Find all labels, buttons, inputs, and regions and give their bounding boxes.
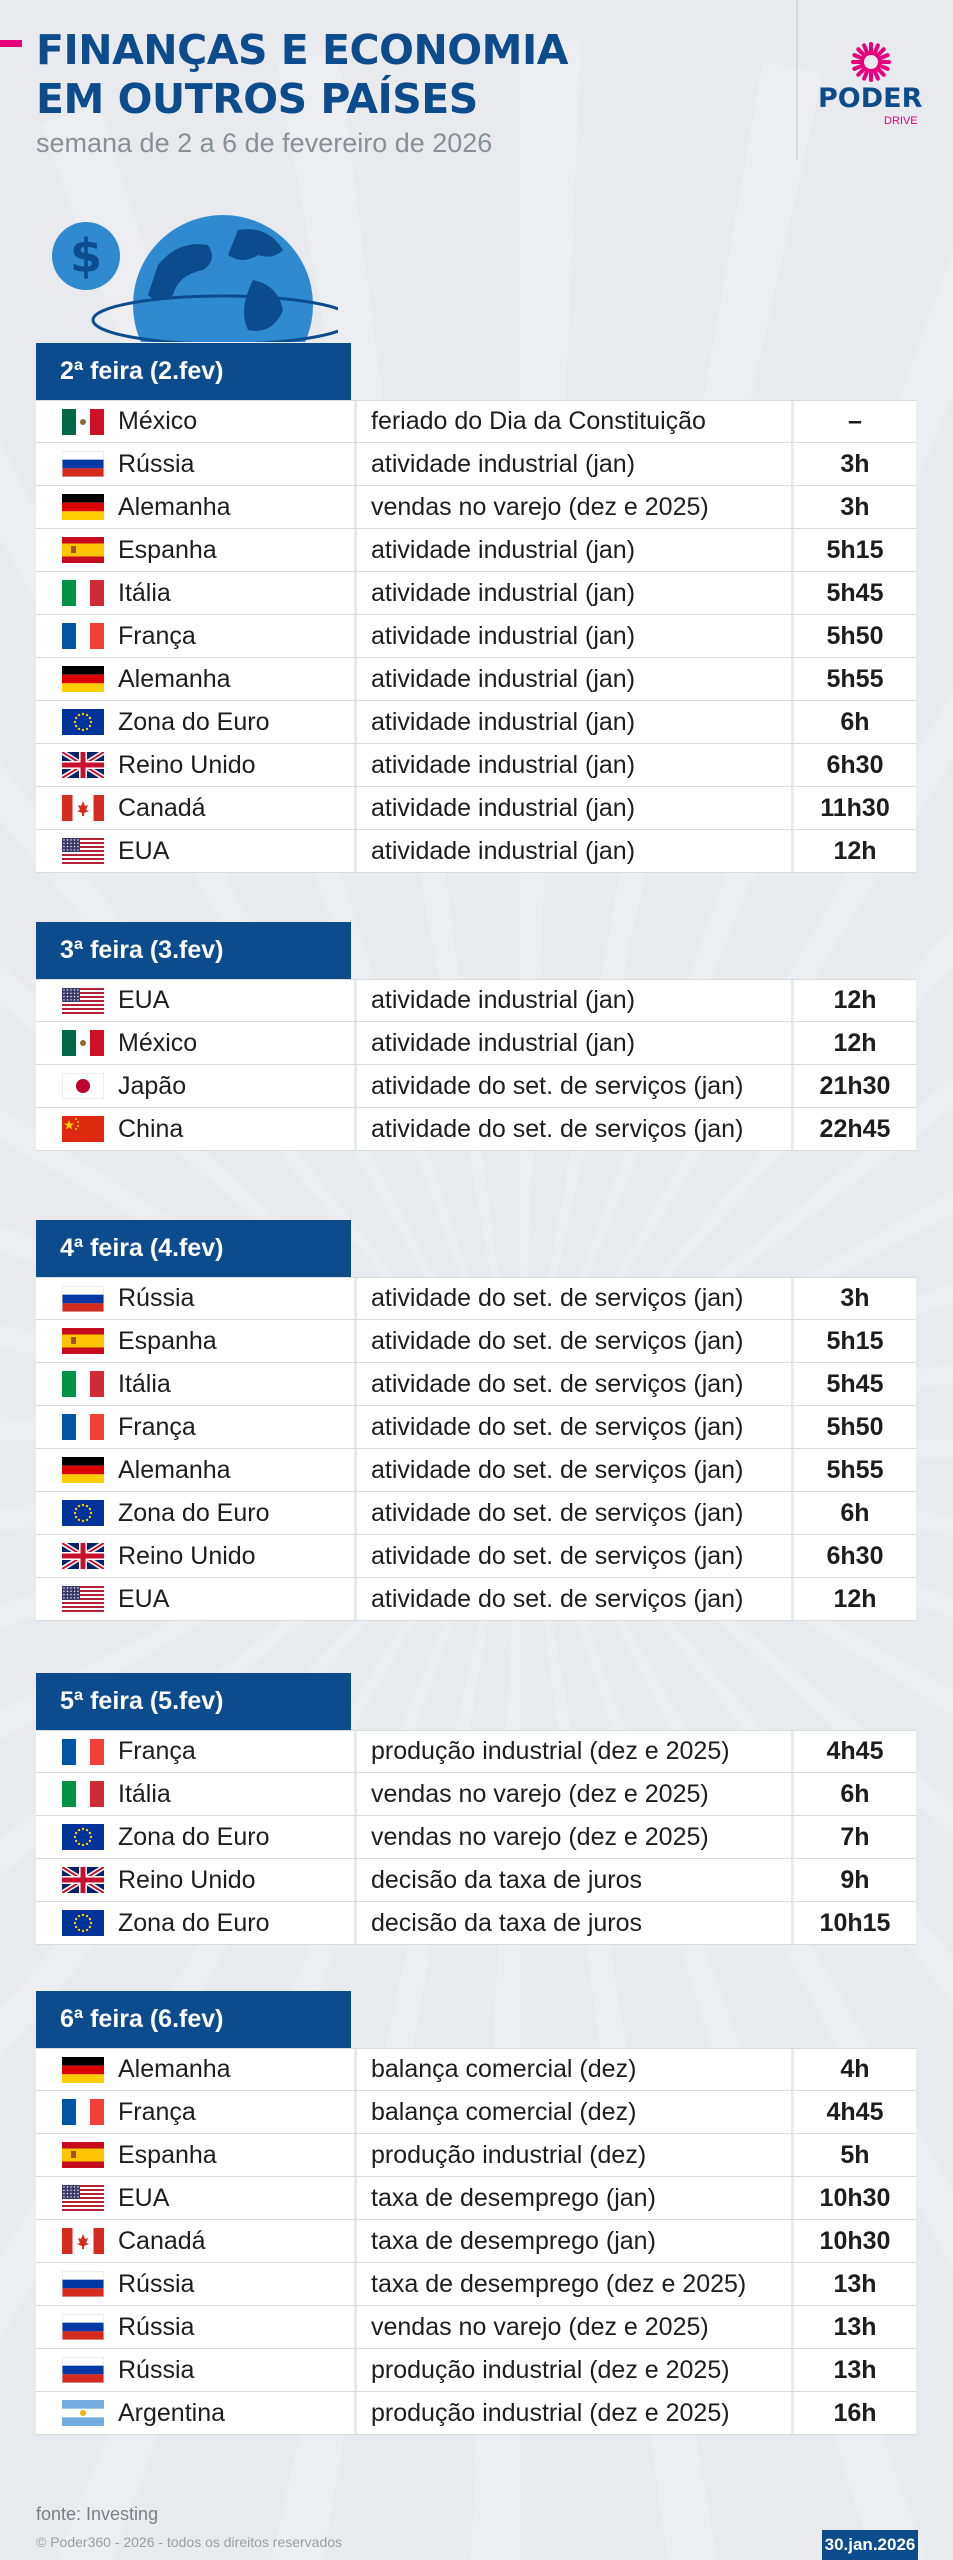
- time-cell: 5h55: [791, 1449, 916, 1491]
- table-row: [36, 615, 916, 658]
- country-cell: [36, 1492, 354, 1534]
- accent-bar: [0, 40, 22, 47]
- event-cell: atividade industrial (jan): [354, 615, 791, 657]
- table-row: [36, 1859, 916, 1902]
- event-cell: vendas no varejo (dez e 2025): [354, 1816, 791, 1858]
- event-cell: atividade do set. de serviços (jan): [354, 1449, 791, 1491]
- country-cell: [36, 1859, 354, 1901]
- time-cell: 16h: [791, 2392, 916, 2434]
- country-cell: [36, 1108, 354, 1150]
- country-name: Itália: [118, 1779, 171, 1808]
- germany-flag-icon: [62, 666, 104, 692]
- table-row: [36, 1578, 916, 1621]
- time-cell: 5h15: [791, 1320, 916, 1362]
- russia-flag-icon: [62, 451, 104, 477]
- eu-flag-icon: [62, 709, 104, 735]
- day-section: [36, 1991, 916, 2435]
- table-row: [36, 658, 916, 701]
- country-cell: [36, 701, 354, 743]
- country-name: EUA: [118, 836, 170, 865]
- argentina-flag-icon: [62, 2400, 104, 2426]
- table-row: [36, 1816, 916, 1859]
- country-cell: [36, 443, 354, 485]
- source-note: fonte: Investing: [36, 2504, 159, 2524]
- time-cell: 5h50: [791, 615, 916, 657]
- time-cell: 12h: [791, 1022, 916, 1064]
- france-flag-icon: [62, 2099, 104, 2125]
- time-cell: 12h: [791, 830, 916, 872]
- svg-text:$: $: [69, 229, 103, 283]
- date-badge: 30.jan.2026: [822, 2530, 918, 2560]
- event-cell: taxa de desemprego (jan): [354, 2177, 791, 2219]
- eu-flag-icon: [62, 1910, 104, 1936]
- time-cell: 21h30: [791, 1065, 916, 1107]
- event-cell: atividade industrial (jan): [354, 572, 791, 614]
- country-cell: [36, 2177, 354, 2219]
- table-row: [36, 979, 916, 1022]
- time-cell: 10h15: [791, 1902, 916, 1944]
- table-row: [36, 1363, 916, 1406]
- table-row: [36, 1449, 916, 1492]
- event-cell: feriado do Dia da Constituição: [354, 401, 791, 442]
- time-cell: 5h: [791, 2134, 916, 2176]
- russia-flag-icon: [62, 2271, 104, 2297]
- country-name: Alemanha: [118, 664, 231, 693]
- time-cell: 6h: [791, 701, 916, 743]
- mexico-flag-icon: [62, 409, 104, 435]
- country-name: Alemanha: [118, 2055, 231, 2083]
- country-cell: [36, 1773, 354, 1815]
- country-cell: [36, 830, 354, 872]
- time-cell: 10h30: [791, 2220, 916, 2262]
- time-cell: 6h30: [791, 744, 916, 786]
- event-cell: atividade do set. de serviços (jan): [354, 1492, 791, 1534]
- country-cell: [36, 2263, 354, 2305]
- event-cell: atividade do set. de serviços (jan): [354, 1108, 791, 1150]
- country-name: Espanha: [118, 1326, 217, 1355]
- time-cell: 3h: [791, 1278, 916, 1319]
- time-cell: 9h: [791, 1859, 916, 1901]
- russia-flag-icon: [62, 2314, 104, 2340]
- table-row: [36, 2091, 916, 2134]
- country-cell: [36, 1320, 354, 1362]
- event-cell: vendas no varejo (dez e 2025): [354, 486, 791, 528]
- day-section: [36, 922, 916, 1151]
- uk-flag-icon: [62, 752, 104, 778]
- time-cell: 3h: [791, 486, 916, 528]
- table-row: [36, 1902, 916, 1945]
- event-cell: atividade do set. de serviços (jan): [354, 1578, 791, 1620]
- country-name: Argentina: [118, 2398, 226, 2427]
- country-name: Canadá: [118, 2226, 206, 2255]
- time-cell: 6h30: [791, 1535, 916, 1577]
- france-flag-icon: [62, 1739, 104, 1765]
- time-cell: 5h45: [791, 1363, 916, 1405]
- time-cell: 3h: [791, 443, 916, 485]
- japan-flag-icon: [62, 1073, 104, 1099]
- country-cell: [36, 401, 354, 442]
- time-cell: 5h45: [791, 572, 916, 614]
- event-cell: atividade do set. de serviços (jan): [354, 1320, 791, 1362]
- event-cell: atividade industrial (jan): [354, 980, 791, 1021]
- globe-dollar-illustration: [38, 210, 338, 342]
- event-cell: atividade industrial (jan): [354, 787, 791, 829]
- table-row: [36, 1065, 916, 1108]
- event-cell: produção industrial (dez e 2025): [354, 2392, 791, 2434]
- event-cell: atividade industrial (jan): [354, 701, 791, 743]
- country-name: EUA: [118, 2183, 170, 2212]
- time-cell: 13h: [791, 2306, 916, 2348]
- time-cell: 22h45: [791, 1108, 916, 1150]
- country-name: Rússia: [118, 2269, 195, 2298]
- france-flag-icon: [62, 623, 104, 649]
- country-cell: [36, 1535, 354, 1577]
- country-name: Rússia: [118, 1284, 195, 1312]
- country-cell: [36, 2091, 354, 2133]
- time-cell: 13h: [791, 2263, 916, 2305]
- day-header: 4ª feira (4.fev): [36, 1220, 351, 1277]
- france-flag-icon: [62, 1414, 104, 1440]
- day-header: 5ª feira (5.fev): [36, 1673, 351, 1730]
- country-name: Reino Unido: [118, 750, 256, 779]
- table-row: [36, 1535, 916, 1578]
- table-row: [36, 2220, 916, 2263]
- event-cell: atividade do set. de serviços (jan): [354, 1363, 791, 1405]
- country-name: Zona do Euro: [118, 1822, 270, 1851]
- time-cell: 7h: [791, 1816, 916, 1858]
- germany-flag-icon: [62, 2057, 104, 2083]
- usa-flag-icon: [62, 2185, 104, 2211]
- event-cell: atividade do set. de serviços (jan): [354, 1278, 791, 1319]
- china-flag-icon: [62, 1116, 104, 1142]
- country-name: Japão: [118, 1071, 187, 1100]
- time-cell: 5h15: [791, 529, 916, 571]
- event-table: [36, 1277, 916, 1621]
- country-cell: [36, 2049, 354, 2090]
- title-line-1: FINANÇAS E ECONOMIA: [36, 26, 568, 74]
- title-line-2: EM OUTROS PAÍSES: [36, 75, 478, 123]
- country-cell: [36, 658, 354, 700]
- day-header: 3ª feira (3.fev): [36, 922, 351, 979]
- time-cell: 11h30: [791, 787, 916, 829]
- time-cell: 5h55: [791, 658, 916, 700]
- table-row: [36, 1492, 916, 1535]
- country-cell: [36, 2392, 354, 2434]
- event-cell: vendas no varejo (dez e 2025): [354, 1773, 791, 1815]
- table-row: [36, 2263, 916, 2306]
- eu-flag-icon: [62, 1500, 104, 1526]
- table-row: [36, 1406, 916, 1449]
- russia-flag-icon: [62, 1286, 104, 1312]
- country-cell: [36, 1731, 354, 1772]
- country-name: EUA: [118, 1584, 170, 1613]
- country-name: Rússia: [118, 2355, 195, 2384]
- usa-flag-icon: [62, 838, 104, 864]
- table-row: [36, 701, 916, 744]
- canada-flag-icon: [62, 2228, 104, 2254]
- event-cell: vendas no varejo (dez e 2025): [354, 2306, 791, 2348]
- table-row: [36, 830, 916, 873]
- country-cell: [36, 1065, 354, 1107]
- country-name: França: [118, 1737, 196, 1765]
- event-table: [36, 979, 916, 1151]
- time-cell: –: [791, 401, 916, 442]
- time-cell: 12h: [791, 980, 916, 1021]
- country-name: Reino Unido: [118, 1865, 256, 1894]
- event-cell: atividade industrial (jan): [354, 744, 791, 786]
- event-cell: atividade industrial (jan): [354, 658, 791, 700]
- table-row: [36, 1730, 916, 1773]
- event-cell: taxa de desemprego (jan): [354, 2220, 791, 2262]
- copyright-note: © Poder360 - 2026 - todos os direitos reservados: [36, 2534, 343, 2550]
- italy-flag-icon: [62, 1371, 104, 1397]
- event-cell: balança comercial (dez): [354, 2091, 791, 2133]
- usa-flag-icon: [62, 988, 104, 1014]
- table-row: [36, 2392, 916, 2435]
- time-cell: 5h50: [791, 1406, 916, 1448]
- country-cell: [36, 529, 354, 571]
- day-section: [36, 1220, 916, 1621]
- country-name: China: [118, 1114, 184, 1143]
- time-cell: 4h: [791, 2049, 916, 2090]
- country-name: França: [118, 2097, 196, 2126]
- country-cell: [36, 2134, 354, 2176]
- country-name: México: [118, 407, 198, 435]
- spain-flag-icon: [62, 2142, 104, 2168]
- country-name: México: [118, 1028, 198, 1057]
- spain-flag-icon: [62, 537, 104, 563]
- country-name: Canadá: [118, 793, 206, 822]
- page-title: [36, 26, 568, 124]
- table-row: [36, 443, 916, 486]
- day-section: [36, 1673, 916, 1945]
- day-header: 6ª feira (6.fev): [36, 1991, 351, 2048]
- country-name: Itália: [118, 578, 171, 607]
- country-cell: [36, 744, 354, 786]
- event-cell: balança comercial (dez): [354, 2049, 791, 2090]
- table-row: [36, 1277, 916, 1320]
- country-cell: [36, 1902, 354, 1944]
- logo-wordmark: PODER: [818, 83, 923, 114]
- table-row: [36, 1773, 916, 1816]
- country-name: França: [118, 1412, 196, 1441]
- event-cell: atividade do set. de serviços (jan): [354, 1406, 791, 1448]
- country-name: Rússia: [118, 449, 195, 478]
- event-cell: atividade industrial (jan): [354, 529, 791, 571]
- time-cell: 4h45: [791, 1731, 916, 1772]
- country-name: Espanha: [118, 535, 217, 564]
- event-cell: atividade industrial (jan): [354, 830, 791, 872]
- table-row: [36, 2306, 916, 2349]
- country-name: Rússia: [118, 2312, 195, 2341]
- country-cell: [36, 486, 354, 528]
- time-cell: 6h: [791, 1492, 916, 1534]
- event-table: [36, 400, 916, 873]
- country-cell: [36, 980, 354, 1021]
- country-name: Zona do Euro: [118, 1908, 270, 1937]
- event-cell: produção industrial (dez e 2025): [354, 2349, 791, 2391]
- germany-flag-icon: [62, 494, 104, 520]
- time-cell: 12h: [791, 1578, 916, 1620]
- time-cell: 4h45: [791, 2091, 916, 2133]
- event-cell: atividade do set. de serviços (jan): [354, 1065, 791, 1107]
- table-row: [36, 2177, 916, 2220]
- country-cell: [36, 572, 354, 614]
- country-name: EUA: [118, 986, 170, 1014]
- event-cell: atividade do set. de serviços (jan): [354, 1535, 791, 1577]
- table-row: [36, 400, 916, 443]
- country-cell: [36, 1578, 354, 1620]
- spain-flag-icon: [62, 1328, 104, 1354]
- table-row: [36, 1022, 916, 1065]
- table-row: [36, 486, 916, 529]
- logo-subtitle: DRIVE: [884, 115, 918, 127]
- country-name: França: [118, 621, 196, 650]
- event-cell: produção industrial (dez): [354, 2134, 791, 2176]
- event-cell: decisão da taxa de juros: [354, 1859, 791, 1901]
- page-subtitle: semana de 2 a 6 de fevereiro de 2026: [36, 128, 493, 158]
- country-cell: [36, 787, 354, 829]
- country-name: Espanha: [118, 2140, 217, 2169]
- country-cell: [36, 1816, 354, 1858]
- country-name: Reino Unido: [118, 1541, 256, 1570]
- table-row: [36, 1108, 916, 1151]
- event-cell: atividade industrial (jan): [354, 443, 791, 485]
- country-cell: [36, 1278, 354, 1319]
- germany-flag-icon: [62, 1457, 104, 1483]
- country-cell: [36, 1022, 354, 1064]
- time-cell: 6h: [791, 1773, 916, 1815]
- table-row: [36, 2134, 916, 2177]
- country-cell: [36, 2220, 354, 2262]
- table-row: [36, 529, 916, 572]
- table-row: [36, 2349, 916, 2392]
- logo-divider: [796, 0, 798, 160]
- usa-flag-icon: [62, 1586, 104, 1612]
- canada-flag-icon: [62, 795, 104, 821]
- country-cell: [36, 615, 354, 657]
- russia-flag-icon: [62, 2357, 104, 2383]
- event-cell: taxa de desemprego (dez e 2025): [354, 2263, 791, 2305]
- table-row: [36, 744, 916, 787]
- country-name: Zona do Euro: [118, 707, 270, 736]
- day-section: [36, 343, 916, 873]
- country-cell: [36, 2349, 354, 2391]
- table-row: [36, 572, 916, 615]
- country-name: Zona do Euro: [118, 1498, 270, 1527]
- table-row: [36, 1320, 916, 1363]
- mexico-flag-icon: [62, 1030, 104, 1056]
- country-name: Alemanha: [118, 492, 231, 521]
- table-row: [36, 2048, 916, 2091]
- country-cell: [36, 2306, 354, 2348]
- country-cell: [36, 1449, 354, 1491]
- event-table: [36, 1730, 916, 1945]
- country-name: Itália: [118, 1369, 171, 1398]
- italy-flag-icon: [62, 580, 104, 606]
- event-cell: produção industrial (dez e 2025): [354, 1731, 791, 1772]
- italy-flag-icon: [62, 1781, 104, 1807]
- day-header: 2ª feira (2.fev): [36, 343, 351, 400]
- eu-flag-icon: [62, 1824, 104, 1850]
- event-cell: atividade industrial (jan): [354, 1022, 791, 1064]
- time-cell: 10h30: [791, 2177, 916, 2219]
- event-cell: decisão da taxa de juros: [354, 1902, 791, 1944]
- country-name: Alemanha: [118, 1455, 231, 1484]
- country-cell: [36, 1406, 354, 1448]
- time-cell: 13h: [791, 2349, 916, 2391]
- uk-flag-icon: [62, 1543, 104, 1569]
- table-row: [36, 787, 916, 830]
- uk-flag-icon: [62, 1867, 104, 1893]
- country-cell: [36, 1363, 354, 1405]
- event-table: [36, 2048, 916, 2435]
